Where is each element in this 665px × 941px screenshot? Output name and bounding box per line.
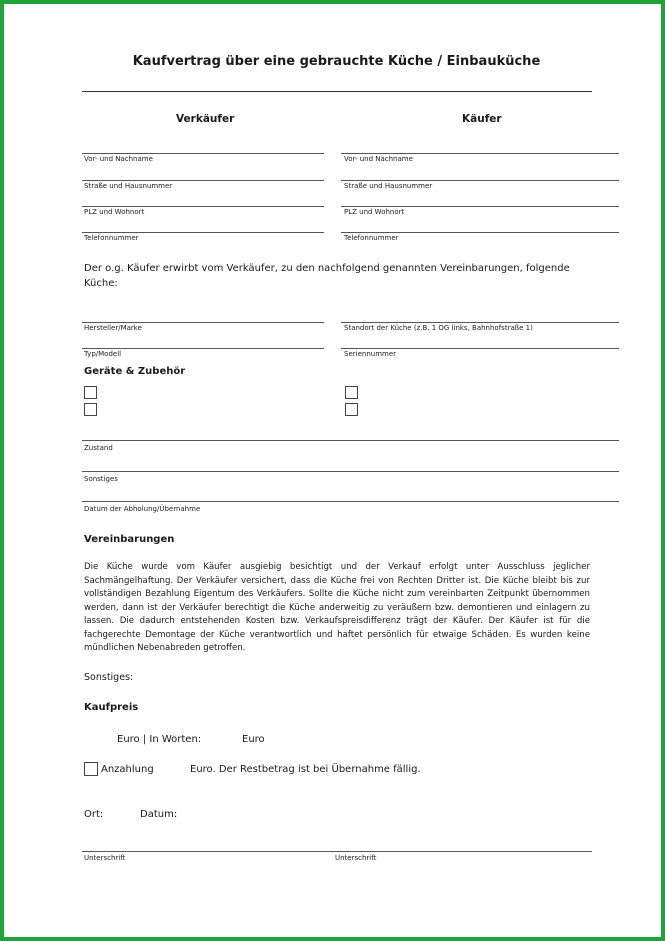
signature-line[interactable]	[82, 851, 592, 852]
document-title: Kaufvertrag über eine gebrauchte Küche / Einbauküche	[132, 54, 541, 69]
buyer-signature-label: Unterschrift	[335, 854, 377, 862]
agreements-heading: Vereinbarungen	[84, 534, 175, 545]
appliance-checkbox-3[interactable]	[345, 386, 358, 399]
buyer-city-label: PLZ und Wohnort	[344, 208, 405, 216]
buyer-street-label: Straße und Hausnummer	[344, 182, 433, 190]
agreements-text: Die Küche wurde vom Käufer ausgiebig besichtigt und der Verkauf erfolgt unter Ausschluss jeglicher Sachmängelhaftung. Der Verkäufer versichert, dass die Küche frei von Rechten Dritter ist. Die Küche bleibt bis zur vollständigen Bezahlung Eigentum des Verkäufers. Sollte die Küche nicht zum vereinbarten Zeitpunkt übernommen werden, dann ist der Verkäufer berechtigt die Küche anderweitig zu veräußern bzw. demontieren und einlagern zu lassen. Die dadurch entstehenden Kosten bzw. Verkaufspreisdifferenz trägt der Käufer. Der Käufer ist für die fachgerechte Demontage der Küche verantwortlich und haftet persönlich für etwaige Schäden. Es wurden keine mündlichen Nebenabreden getroffen.	[84, 562, 590, 653]
sonstiges-label: Sonstiges:	[84, 672, 134, 683]
buyer-street-line[interactable]	[341, 180, 619, 181]
buyer-phone-label: Telefonnummer	[344, 234, 399, 242]
price-heading: Kaufpreis	[84, 702, 139, 713]
model-label: Typ/Modell	[84, 350, 122, 358]
seller-phone-line[interactable]	[82, 232, 324, 233]
intro-text: Der o.g. Käufer erwirbt vom Verkäufer, zu den nachfolgend genannten Vereinbarungen, folgende Küche:	[84, 263, 570, 289]
location-label: Standort der Küche (z.B. 1 OG links, Bahnhofstraße 1)	[344, 324, 533, 332]
seller-name-label: Vor- und Nachname	[84, 155, 153, 163]
date-label: Datum:	[140, 809, 178, 820]
seller-street-label: Straße und Hausnummer	[84, 182, 173, 190]
seller-city-label: PLZ und Wohnort	[84, 208, 145, 216]
buyer-phone-line[interactable]	[341, 232, 619, 233]
deposit-checkbox[interactable]	[84, 762, 98, 776]
pickup-line[interactable]	[82, 501, 619, 502]
seller-phone-label: Telefonnummer	[84, 234, 139, 242]
appliance-checkbox-4[interactable]	[345, 403, 358, 416]
buyer-name-line[interactable]	[341, 153, 619, 154]
deposit-label: Anzahlung	[101, 764, 154, 775]
seller-heading: Verkäufer	[176, 113, 235, 125]
deposit-text: Euro. Der Restbetrag ist bei Übernahme fällig.	[190, 764, 421, 775]
appliance-checkbox-1[interactable]	[84, 386, 97, 399]
manufacturer-line[interactable]	[82, 322, 324, 323]
buyer-heading: Käufer	[462, 113, 502, 125]
place-label: Ort:	[84, 809, 104, 820]
location-line[interactable]	[341, 322, 619, 323]
manufacturer-label: Hersteller/Marke	[84, 324, 142, 332]
seller-city-line[interactable]	[82, 206, 324, 207]
seller-name-line[interactable]	[82, 153, 324, 154]
model-line[interactable]	[82, 348, 324, 349]
appliance-checkbox-2[interactable]	[84, 403, 97, 416]
condition-label: Zustand	[84, 444, 113, 452]
serial-label: Seriennummer	[344, 350, 397, 358]
pickup-label: Datum der Abholung/Übernahme	[84, 505, 201, 513]
euro-label: Euro	[242, 734, 265, 745]
other-line[interactable]	[82, 471, 619, 472]
seller-signature-label: Unterschrift	[84, 854, 126, 862]
other-label: Sonstiges	[84, 475, 118, 483]
euro-words-label: Euro | In Worten:	[117, 734, 202, 745]
appliances-heading: Geräte & Zubehör	[84, 366, 186, 377]
seller-street-line[interactable]	[82, 180, 324, 181]
buyer-name-label: Vor- und Nachname	[344, 155, 413, 163]
buyer-city-line[interactable]	[341, 206, 619, 207]
title-divider	[82, 91, 592, 92]
serial-line[interactable]	[341, 348, 619, 349]
condition-line[interactable]	[82, 440, 619, 441]
